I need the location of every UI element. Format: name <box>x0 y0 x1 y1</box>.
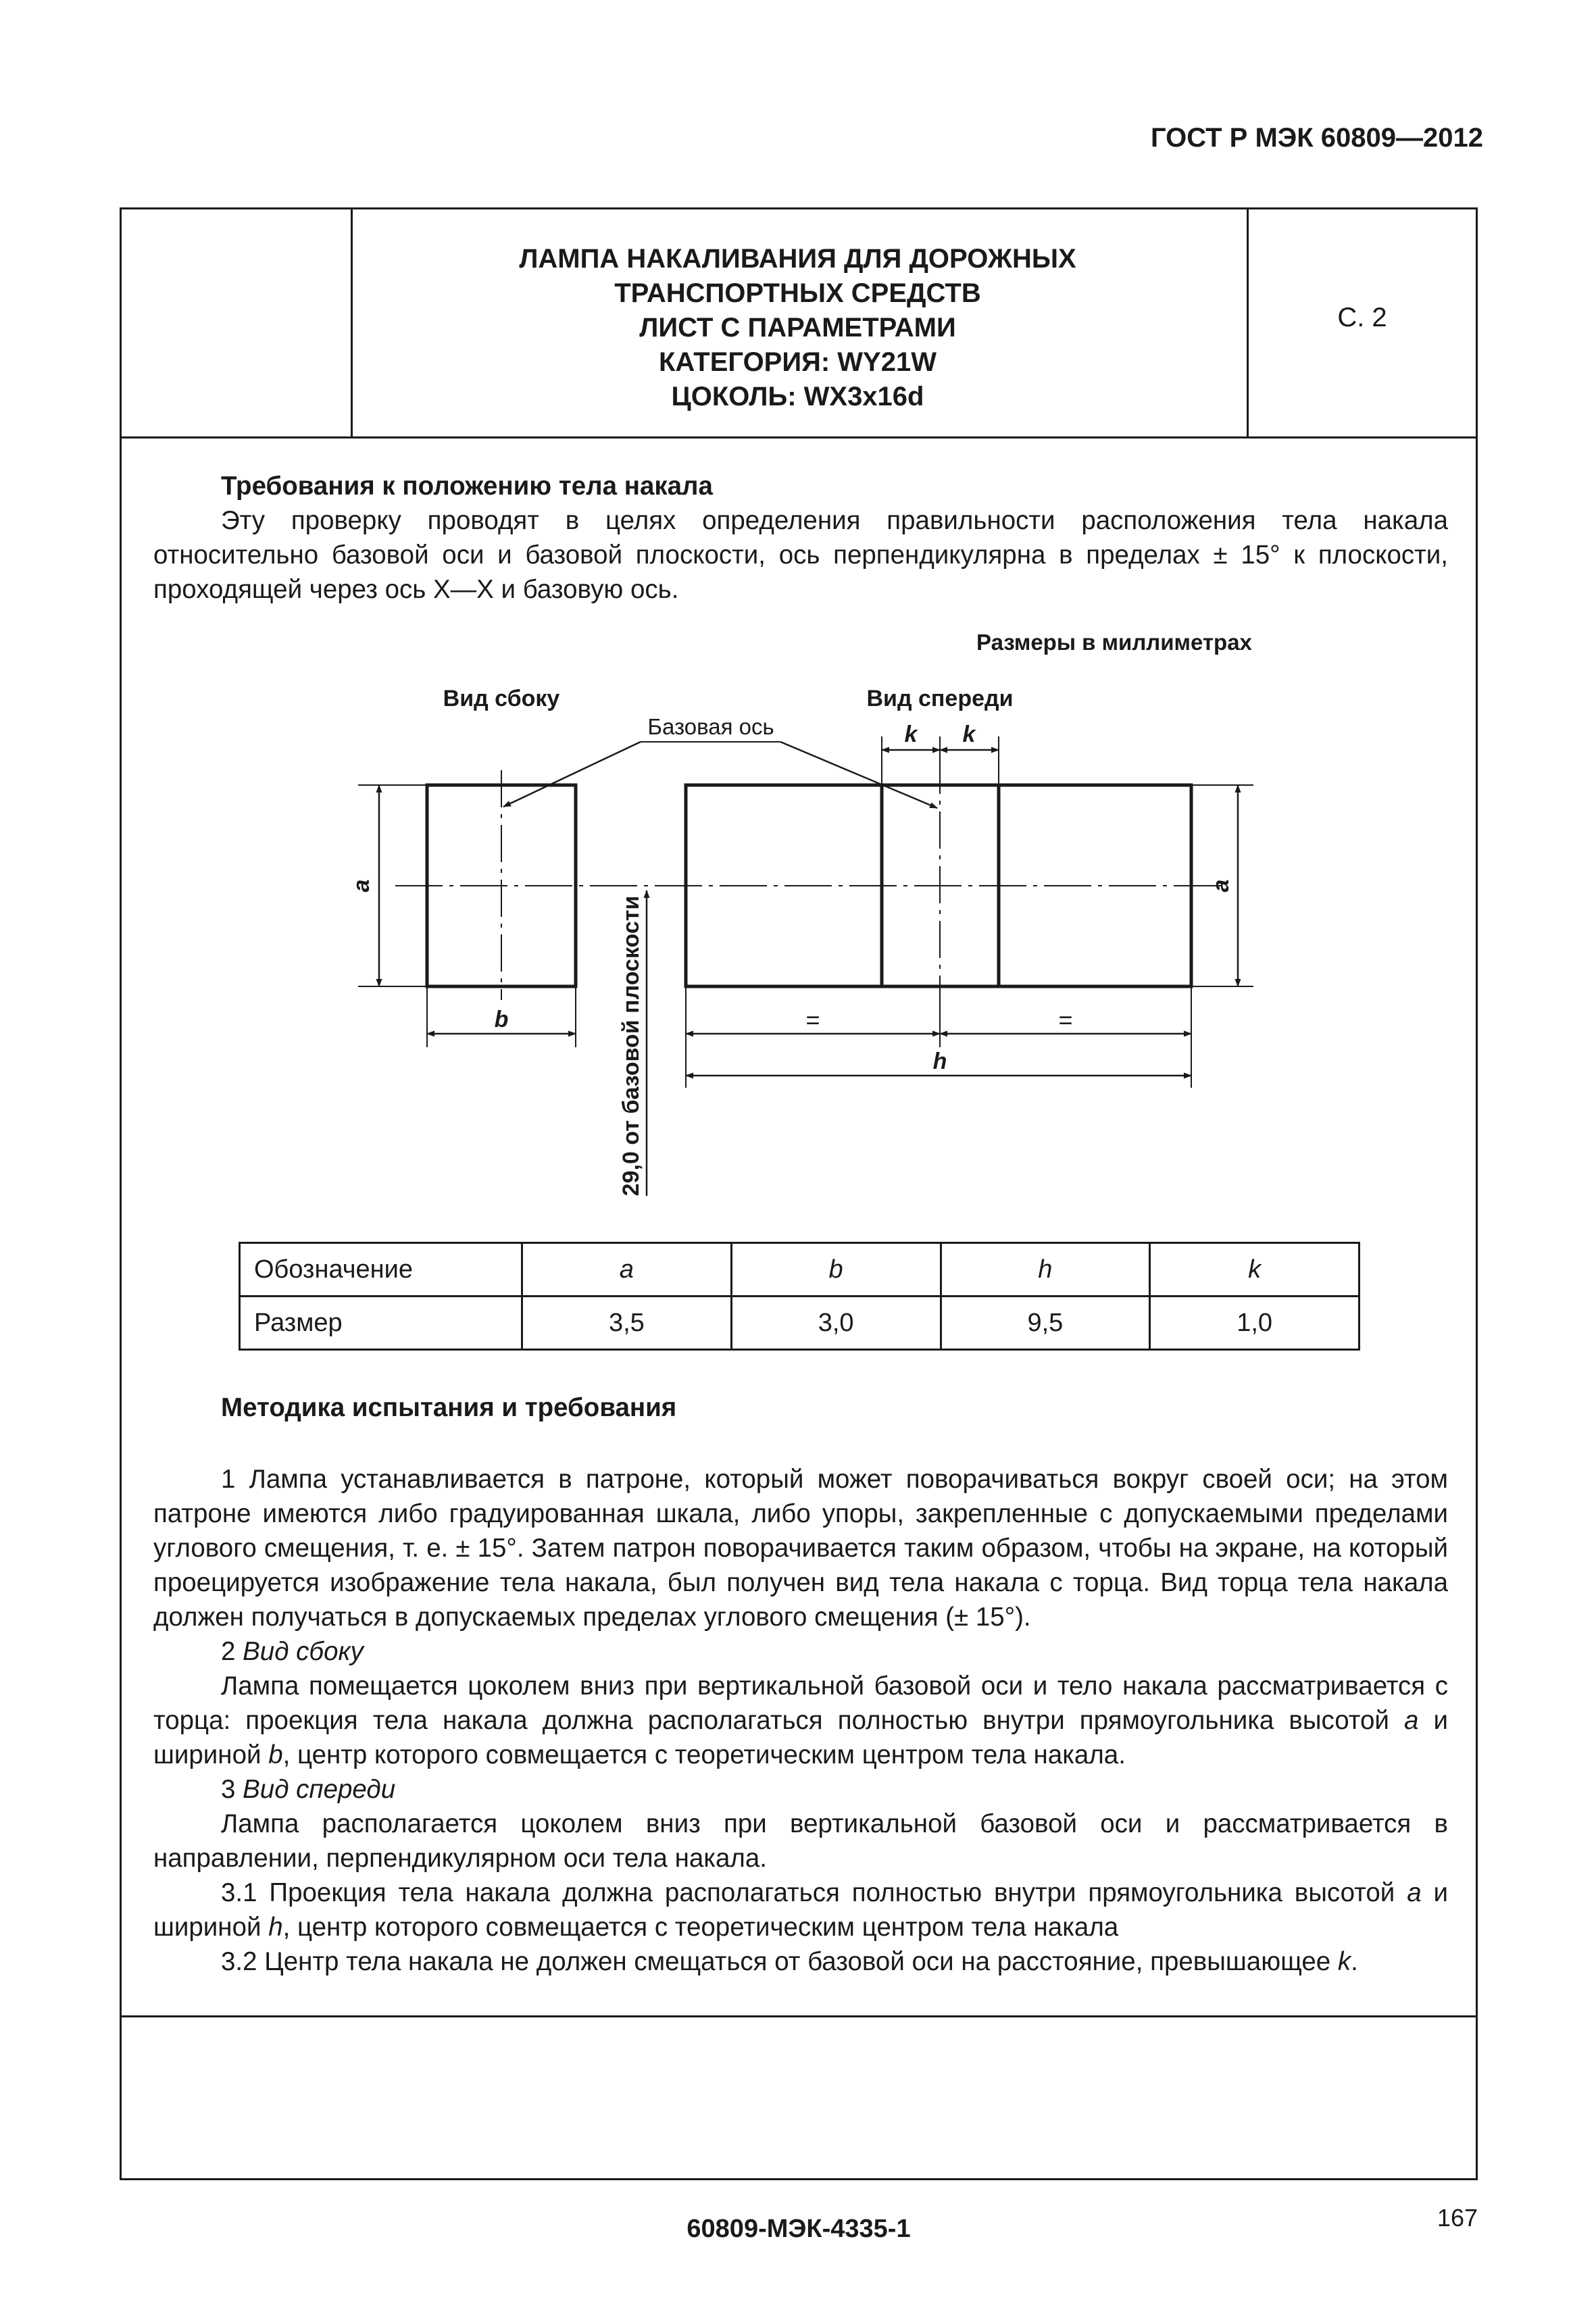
item-title: Вид спереди <box>243 1775 396 1804</box>
section2-heading-block <box>153 1390 1448 1425</box>
parameter-table <box>239 1242 1360 1351</box>
footer-divider <box>122 2015 1476 2017</box>
text-span: и шириной <box>153 1878 1449 1942</box>
equal-label-left: = <box>805 1006 820 1034</box>
dimensions-note: Размеры в миллиметрах <box>976 630 1252 655</box>
table-cell: 3,0 <box>731 1297 941 1350</box>
a-label-right: a <box>1208 879 1234 892</box>
item-number: 2 <box>221 1637 243 1666</box>
symbol-b: b <box>268 1740 283 1769</box>
section2-text-block <box>153 1462 1448 1979</box>
table-cell: Размер <box>240 1297 522 1350</box>
table-header-cell: a <box>522 1243 732 1297</box>
table-row <box>240 1297 1360 1350</box>
table-header-cell: Обозначение <box>240 1243 522 1297</box>
sheet-page-label: С. 2 <box>1337 303 1387 332</box>
base-axis-label: Базовая ось <box>647 714 774 739</box>
title-line: КАТЕГОРИЯ: WY21W <box>659 347 937 377</box>
symbol-a: a <box>1403 1706 1419 1735</box>
item-number: 3 <box>221 1775 243 1804</box>
sheet-code: 60809-МЭК-4335-1 <box>687 2215 911 2243</box>
b-label: b <box>494 1007 509 1032</box>
section2-heading: Методика испытания и требования <box>221 1393 677 1422</box>
standard-designation: ГОСТ Р МЭК 60809—2012 <box>1150 123 1483 153</box>
h-label: h <box>932 1049 947 1074</box>
symbol-k: k <box>1337 1947 1351 1976</box>
front-view-label: Вид спереди <box>866 686 1014 711</box>
text-span: . <box>1351 1947 1358 1976</box>
title-line: ТРАНСПОРТНЫХ СРЕДСТВ <box>614 278 981 308</box>
a-label-left: a <box>349 879 374 892</box>
symbol-a: a <box>1407 1878 1422 1907</box>
procedure-item-3 <box>153 1772 1448 1807</box>
base-plane-dimension-label: 29,0 от базовой плоскости <box>618 895 644 1197</box>
procedure-paragraph-1: 1 Лампа устанавливается в патроне, который может поворачиваться вокруг своей оси; на этом патроне имеются либо градуированная шкала, либо упоры, закрепленные с допускаемыми пределами углового смещения, т. е. ± 15°. Затем патрон поворачивается таким образом, чтобы на экране, на который проецируется изображение тела накала, был получен вид тела накала с торца. Вид торца тела накала должен получаться в допускаемых пределах углового смещения (± 15°). <box>153 1465 1448 1632</box>
table-header-cell: k <box>1150 1243 1360 1297</box>
title-line: ЛАМПА НАКАЛИВАНИЯ ДЛЯ ДОРОЖНЫХ <box>519 244 1076 274</box>
procedure-paragraph-2 <box>153 1669 1448 1772</box>
procedure-paragraph-3: Лампа располагается цоколем вниз при вертикальной базовой оси и рассматривается в направлении, перпендикулярном оси тела накала. <box>153 1809 1448 1873</box>
equal-label-right: = <box>1058 1006 1073 1034</box>
table-header-cell: h <box>941 1243 1150 1297</box>
k-label-left: k <box>904 722 918 747</box>
table-header-cell: b <box>731 1243 941 1297</box>
title-line: ЦОКОЛЬ: WX3x16d <box>671 382 924 411</box>
text-span: 3.2 Центр тела накала не должен смещаться от базовой оси на расстояние, превышающее <box>221 1947 1338 1976</box>
base-axis-leader-side <box>503 742 641 807</box>
page-number: 167 <box>1437 2204 1478 2232</box>
table-cell: 9,5 <box>941 1297 1150 1350</box>
text-span: 3.1 Проекция тела накала должна располагаться полностью внутри прямоугольника высотой <box>221 1878 1407 1907</box>
text-span: , центр которого совмещается с теоретическим центром тела накала <box>282 1913 1119 1942</box>
text-span: и шириной <box>153 1706 1448 1769</box>
text-span: , центр которого совмещается с теоретическим центром тела накала. <box>282 1740 1126 1769</box>
symbol-h: h <box>268 1913 283 1942</box>
section1-paragraph: Эту проверку проводят в целях определения правильности расположения тела накала относительно базовой оси и базовой плоскости, ось перпендикулярна в пределах ± 15° к плоскости, проходящей через ось X—X и базовую ось. <box>153 506 1448 604</box>
table-row <box>240 1243 1360 1297</box>
table-cell: 3,5 <box>522 1297 732 1350</box>
side-view-label: Вид сбоку <box>443 686 560 711</box>
base-axis-leader-front <box>780 742 937 808</box>
title-line: ЛИСТ С ПАРАМЕТРАМИ <box>639 313 956 343</box>
procedure-paragraph-3-2 <box>153 1944 1448 1979</box>
procedure-item-2 <box>153 1634 1448 1669</box>
procedure-paragraph-3-1 <box>153 1876 1448 1944</box>
section1-heading: Требования к положению тела накала <box>221 472 713 501</box>
table-cell: 1,0 <box>1150 1297 1360 1350</box>
k-label-right: k <box>962 722 976 747</box>
text-span: Лампа помещается цоколем вниз при вертикальной базовой оси и тело накала рассматривается с торца: проекция тела накала должна располагаться полностью внутри прямоугольника высотой <box>153 1671 1448 1735</box>
item-title: Вид сбоку <box>243 1637 364 1666</box>
